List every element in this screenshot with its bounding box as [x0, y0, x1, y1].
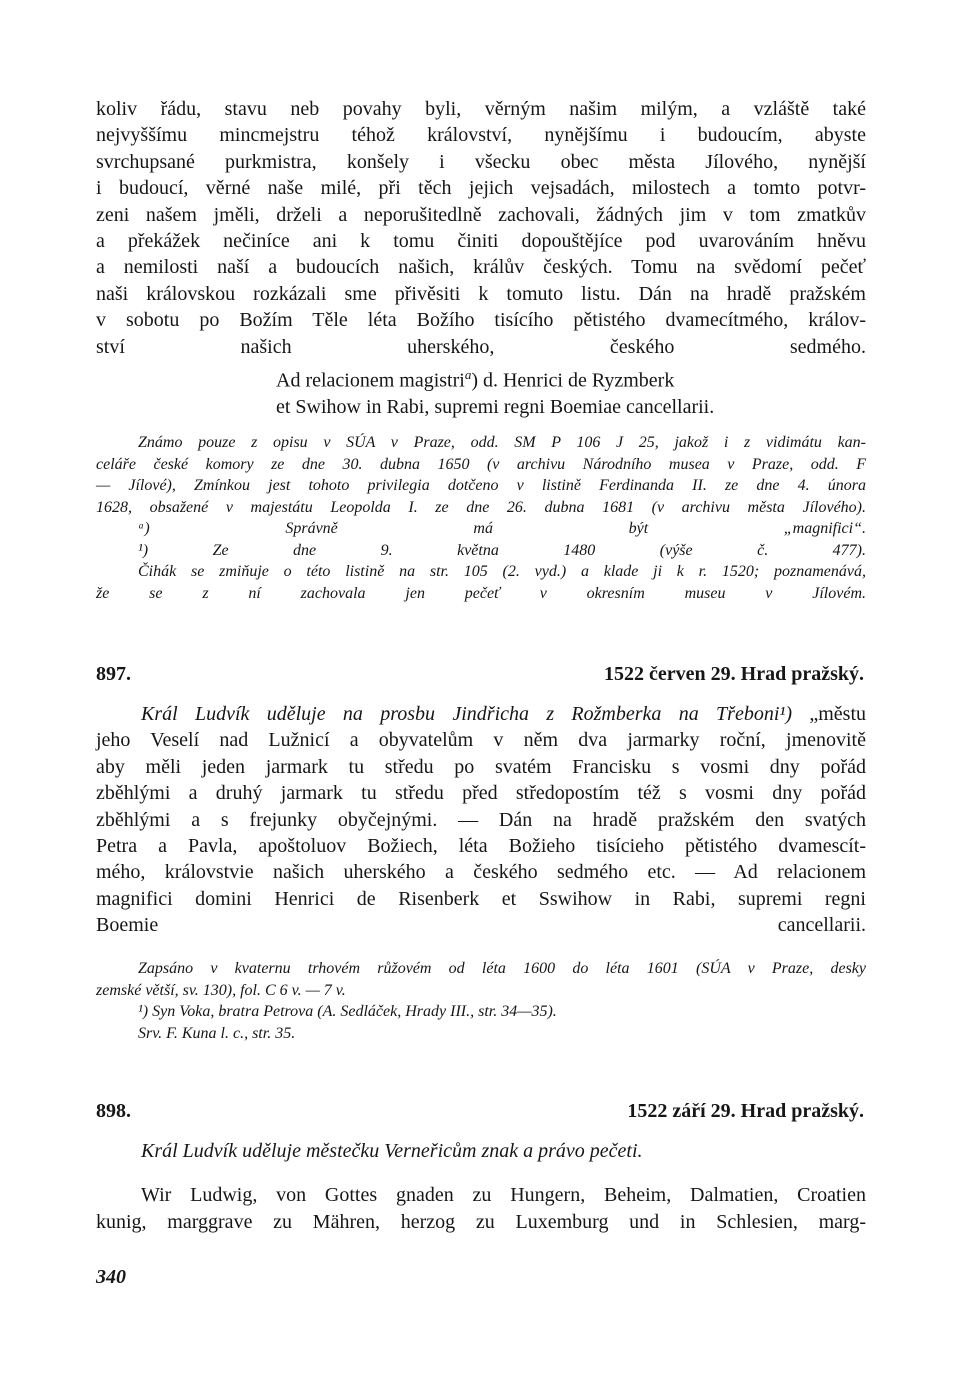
- footnote-marker: a: [464, 367, 472, 382]
- text-line: zeni našem jměli, drželi a neporušitedlně zachovali, žádných jim v tom zmatkův: [96, 203, 866, 226]
- text-line: aby měli jeden jarmark tu středu po svatém Francisku s vosmi dny pořád: [96, 755, 866, 778]
- document-898-text: [96, 1138, 866, 1235]
- note-line: celáře české komory ze dne 30. dubna 1650 (v archivu Národního musea v Praze, odd. F: [96, 455, 866, 473]
- note-line: zemské větší, sv. 130), fol. C 6 v. — 7 v.: [96, 981, 346, 999]
- page-number: 340: [96, 1266, 126, 1288]
- text-line: jeho Veselí nad Lužnicí a obyvatelům v něm dva jarmarky roční, jmenovitě: [96, 729, 866, 752]
- document-date-place: 1522 červen 29. Hrad pražský.: [604, 663, 864, 685]
- text-line: svrchupsané purkmistra, konšely i všecku obec města Jílového, nynější: [96, 150, 866, 173]
- footnote-1: ¹) Syn Voka, bratra Petrova (A. Sedláček, Hrady III., str. 34—35).: [138, 1003, 557, 1020]
- note-line: Zapsáno v kvaternu trhovém růžovém od léta 1600 do léta 1601 (SÚA v Praze, desky: [138, 960, 866, 977]
- text-line: Boemie cancellarii.: [96, 914, 866, 937]
- document-number: 897.: [96, 663, 131, 685]
- footnote-1: ¹) Ze dne 9. května 1480 (výše č. 477).: [138, 541, 866, 559]
- note-line: 1628, obsažené v majestátu Leopolda I. ze dne 26. dubna 1681 (v archivu města Jílového).: [96, 498, 866, 516]
- footnote-a: ᵃ) Správně má být „magnifici“.: [138, 520, 866, 537]
- document-header-898: [96, 1098, 866, 1124]
- document-summary: Král Ludvík uděluje městečku Verneřicům znak a právo pečeti.: [141, 1140, 643, 1162]
- signature-line: et Swihow in Rabi, supremi regni Boemiae cancellarii.: [276, 396, 715, 419]
- intro-paragraph: [96, 96, 866, 360]
- text-line: mého, královstvie našich uherského a českého sedmého etc. — Ad relacionem: [96, 861, 866, 884]
- document-date-place: 1522 září 29. Hrad pražský.: [627, 1100, 864, 1122]
- signature-line: [96, 362, 866, 394]
- text-line: a překážek nečiníce ani k tomu činiti dopouštějíce pod uvarováním hněvu: [96, 230, 866, 253]
- text-line: zběhlými a s frejunky obyčejnými. — Dán na hradě pražském den svatých: [96, 808, 866, 831]
- note-line: Srv. F. Kuna l. c., str. 35.: [138, 1024, 296, 1042]
- text-line: koliv řádu, stavu neb povahy byli, věrným našim milým, a vzláště také: [96, 98, 866, 120]
- text-line: nejvyššímu mincmejstru téhož království, nynějšímu i budoucím, abyste: [96, 124, 866, 147]
- text-line: naši královskou rozkázali sme přivěsiti k tomuto listu. Dán na hradě pražském: [96, 282, 866, 305]
- text-line: ství našich uherského, českého sedmého.: [96, 335, 866, 358]
- note-line: Čihák se zmiňuje o této listině na str. 105 (2. vyd.) a klade ji k r. 1520; poznamenává,: [138, 563, 866, 580]
- text-line: magnifici domini Henrici de Risenberk et Sswihow in Rabi, supremi regni: [96, 887, 866, 910]
- text-line: a nemilosti naší a budoucích našich, králův českých. Tomu na svědomí pečeť: [96, 256, 866, 279]
- note-line: — Jílové), Zmínkou jest tohoto privilegia dotčeno v listině Ferdinanda II. ze dne 4. února: [96, 477, 866, 494]
- text-line: Petra a Pavla, apoštoluov Božiech, léta Božieho tisícieho pětistého dvamescít-: [96, 835, 866, 858]
- text-line: v sobotu po Božím Těle léta Božího tisícího pětistého dvamecítmého, králov-: [96, 309, 866, 332]
- document-header-897: [96, 661, 866, 687]
- document-lead-line: [96, 701, 866, 727]
- quote-start: „městu: [792, 703, 866, 725]
- footnote-block: [96, 432, 866, 604]
- document-897-text: [96, 701, 866, 939]
- text-line: Wir Ludwig, von Gottes gnaden zu Hungern, Beheim, Dalmatien, Croatien: [141, 1184, 866, 1207]
- document-summary: Král Ludvík uděluje na prosbu Jindřicha z Rožmberka na Třeboni¹): [141, 703, 793, 725]
- footnote-block-897: [96, 958, 866, 1044]
- document-number: 898.: [96, 1100, 131, 1122]
- signature-block: [96, 362, 866, 420]
- text-line: i budoucí, věrné naše milé, při těch jejich vejsadách, milostech a tomto potvr-: [96, 177, 866, 200]
- signature-text: Ad relacionem magistri: [276, 369, 465, 392]
- note-line: Známo pouze z opisu v SÚA v Praze, odd. SM P 106 J 25, jakož i z vidimátu kan-: [138, 434, 866, 451]
- text-line: kunig, marggrave zu Mähren, herzog zu Luxemburg und in Schlesien, marg-: [96, 1210, 866, 1233]
- signature-text: ) d. Henrici de Ryzmberk: [471, 369, 675, 392]
- note-line: že se z ní zachovala jen pečeť v okresním museu v Jílovém.: [96, 584, 866, 602]
- text-line: zběhlými a druhý jarmark tu středu před středopostím též s vosmi dny pořád: [96, 782, 866, 805]
